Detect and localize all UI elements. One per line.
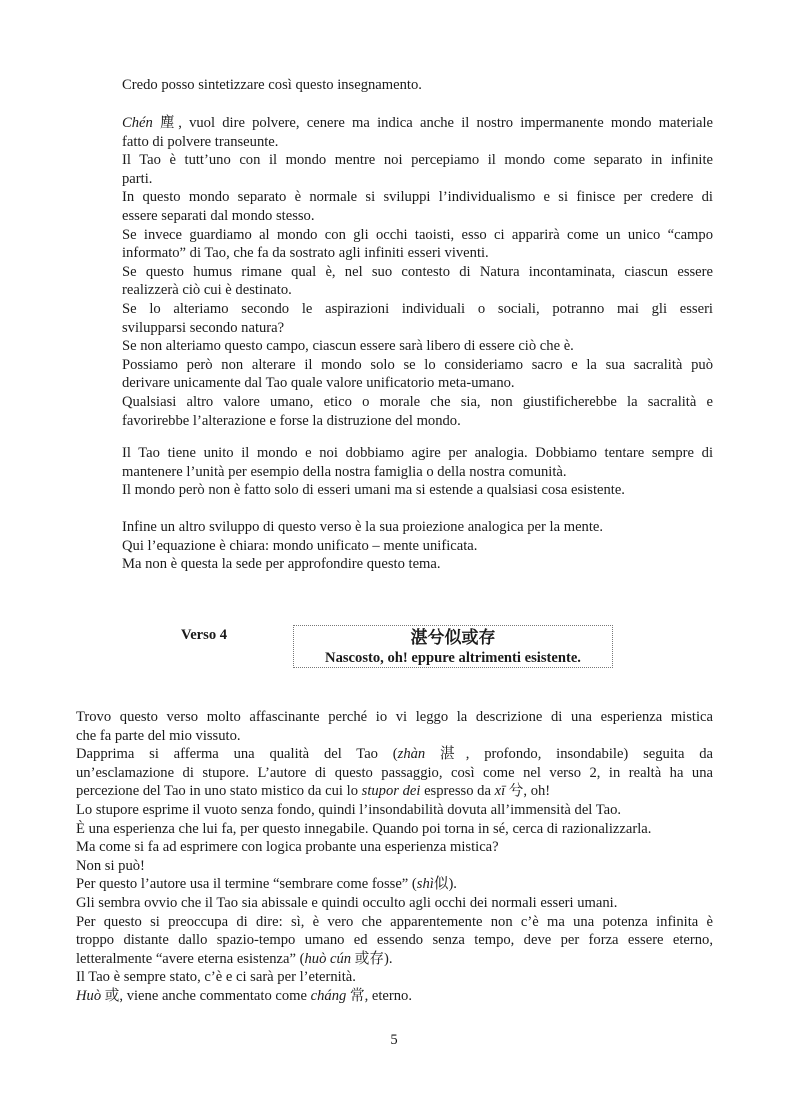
paragraph-chen xyxy=(122,114,713,430)
text-line: Dapprima si afferma una qualità del Tao (zhàn 湛, profondo, insondabile) seguita da xyxy=(76,746,713,763)
text-line: letteralmente “avere eterna esistenza” (huò cún 或存). xyxy=(76,950,393,967)
text-line: Possiamo però non alterare il mondo solo se lo consideriamo sacro e la sua sacralità può xyxy=(122,356,713,373)
chinese-character: 兮 xyxy=(505,783,524,800)
verse-label: Verso 4 xyxy=(181,627,228,643)
text-line: Se lo alteriamo secondo le aspirazioni individuali o sociali, potranno mai gli esseri xyxy=(122,300,713,317)
chinese-character: 或 xyxy=(101,987,120,1004)
text-line: che fa parte del mio vissuto. xyxy=(76,727,241,744)
chinese-character: 湛 xyxy=(425,746,466,763)
text-line: fatto di polvere transeunte. xyxy=(122,133,279,150)
verse-translation: Nascosto, oh! eppure altrimenti esistente. xyxy=(325,650,581,666)
text-line: essere separati dal mondo stesso. xyxy=(122,207,315,224)
text-line: Huò 或, viene anche commentato come cháng 常, eterno. xyxy=(76,987,412,1004)
text-line: troppo distante dallo spazio-tempo umano ed essendo senza tempo, deve per forza essere eterno, xyxy=(76,932,713,949)
pinyin-term: huò cún xyxy=(304,950,352,967)
pinyin-term: Chén xyxy=(122,115,153,131)
text-line: In questo mondo separato è normale si sviluppi l’individualismo e si finisce per credere di xyxy=(122,189,713,206)
text-line: Infine un altro sviluppo di questo verso è la sua proiezione analogica per la mente. xyxy=(122,519,604,535)
chinese-character: 似 xyxy=(433,876,449,893)
chinese-character: 或存 xyxy=(351,950,384,967)
text-line: Se questo humus rimane qual è, nel suo contesto di Natura incontaminata, ciascun essere xyxy=(122,263,713,280)
text-line: mantenere l’unità per esempio della nostra famiglia o della nostra comunità. xyxy=(122,463,567,480)
paragraph-mind xyxy=(122,518,713,574)
paragraph-tao-unity xyxy=(122,444,713,500)
text-line: Chén 塵, vuol dire polvere, cenere ma indica anche il nostro impermanente mondo materiale xyxy=(122,115,713,131)
text-line: Il Tao è tutt’uno con il mondo mentre noi percepiamo il mondo come separato in infinite xyxy=(122,152,713,169)
text-line: derivare unicamente dal Tao quale valore unificatorio meta-umano. xyxy=(122,375,515,392)
page-number: 5 xyxy=(390,1032,398,1048)
text-line: Ma non è questa la sede per approfondire questo tema. xyxy=(122,556,441,573)
verse-chinese-text: 湛兮似或存 xyxy=(410,628,496,648)
chinese-character: 常 xyxy=(346,987,365,1004)
verse-box xyxy=(293,625,613,668)
text-line: realizzerà ciò cui è destinato. xyxy=(122,282,292,299)
text-line: parti. xyxy=(122,170,153,187)
text-line: È una esperienza che lui fa, per questo innegabile. Quando poi torna in sé, cerca di razionalizzarla. xyxy=(76,820,652,837)
text-line: Il mondo però non è fatto solo di esseri umani ma si estende a qualsiasi cosa esistente. xyxy=(122,482,625,499)
pinyin-term: xī xyxy=(494,783,506,800)
chinese-character: 塵 xyxy=(160,115,179,131)
text-line: Per questo l’autore usa il termine “sembrare come fosse” (shì似). xyxy=(76,876,457,893)
pinyin-term: cháng xyxy=(310,987,347,1004)
commentary-paragraph xyxy=(76,708,713,1006)
pinyin-term: zhàn xyxy=(397,746,426,763)
pinyin-term: shì xyxy=(416,876,434,893)
intro-paragraph xyxy=(122,76,713,95)
text-line: Se invece guardiamo al mondo con gli occhi taoisti, esso ci apparirà come un unico “campo xyxy=(122,226,713,243)
text-line: favorirebbe l’alterazione e forse la distruzione del mondo. xyxy=(122,412,461,429)
text-line: Non si può! xyxy=(76,857,145,874)
text-line: Il Tao è sempre stato, c’è e ci sarà per l’eternità. xyxy=(76,969,356,986)
text-line: Il Tao tiene unito il mondo e noi dobbiamo agire per analogia. Dobbiamo tentare sempre di xyxy=(122,445,713,461)
pinyin-term: Huò xyxy=(76,987,102,1004)
text-line: Lo stupore esprime il vuoto senza fondo, quindi l’insondabilità dovuta all’immensità del Tao. xyxy=(76,801,622,818)
text-line: Credo posso sintetizzare così questo insegnamento. xyxy=(122,77,422,93)
text-line: Gli sembra ovvio che il Tao sia abissale e quindi occulto agli occhi dei normali esseri umani. xyxy=(76,894,618,911)
text-line: informato” di Tao, che fa da sostrato agli infiniti esseri viventi. xyxy=(122,245,489,262)
text-line: un’esclamazione di stupore. L’autore di questo passaggio, così come nel verso 2, in realtà ha una xyxy=(76,764,713,781)
text-line: Ma come si fa ad esprimere con logica probante una esperienza mistica? xyxy=(76,839,499,856)
latin-term: stupor dei xyxy=(361,783,421,800)
text-line: svilupparsi secondo natura? xyxy=(122,319,285,336)
text-line: Qualsiasi altro valore umano, etico o morale che sia, non giustificherebbe la sacralità e xyxy=(122,393,713,410)
text-line: Trovo questo verso molto affascinante perché io vi leggo la descrizione di una esperienza mistica xyxy=(76,709,713,725)
text-line: Per questo si preoccupa di dire: sì, è vero che apparentemente non c’è ma una potenza infinita è xyxy=(76,913,713,930)
text-line: Qui l’equazione è chiara: mondo unificato – mente unificata. xyxy=(122,537,478,554)
text-line: Se non alteriamo questo campo, ciascun essere sarà libero di essere ciò che è. xyxy=(122,338,574,355)
text-line: percezione del Tao in uno stato mistico da cui lo stupor dei espresso da xī 兮, oh! xyxy=(76,783,551,800)
